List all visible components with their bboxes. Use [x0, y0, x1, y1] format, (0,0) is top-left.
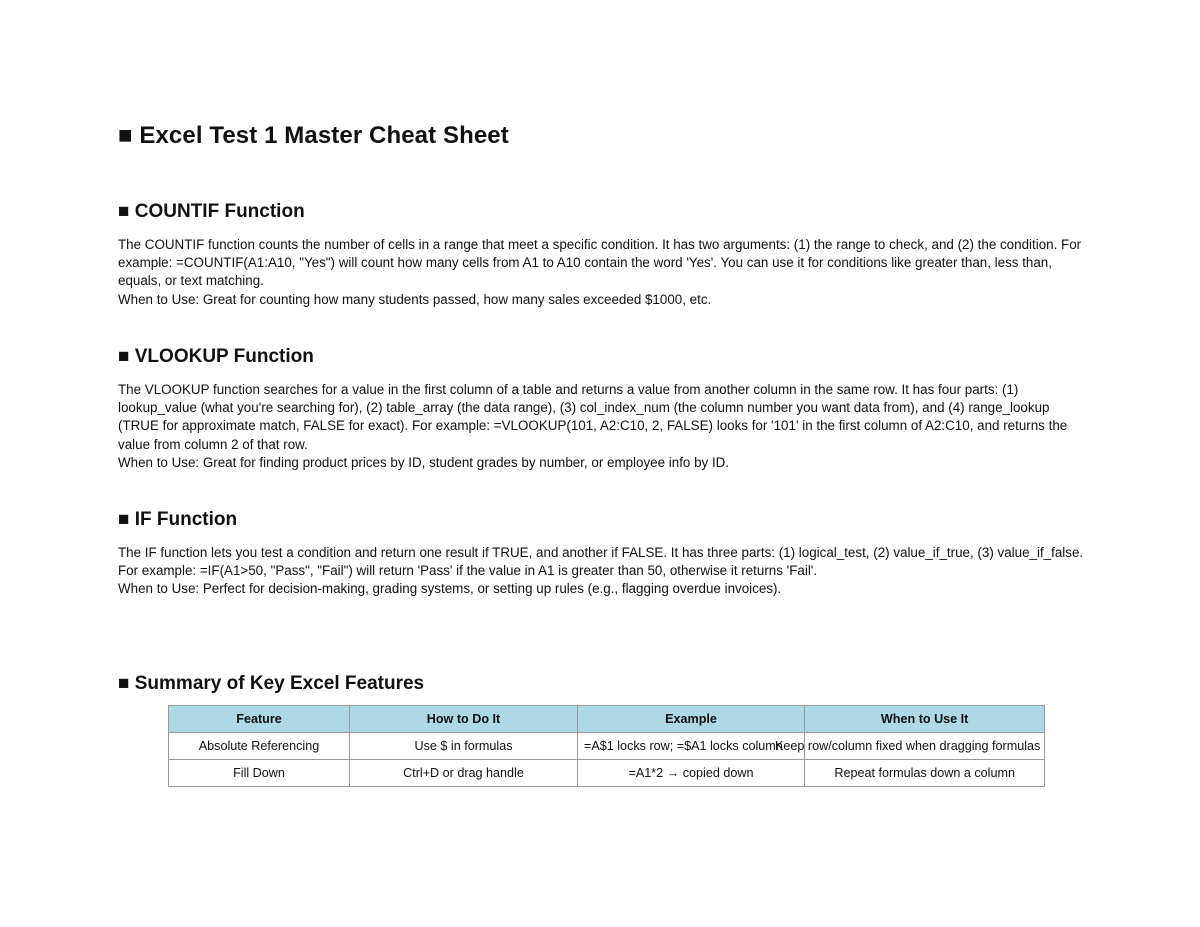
section-summary	[118, 670, 1084, 698]
table-row	[169, 760, 1045, 787]
section-countif	[118, 198, 1084, 309]
section-if	[118, 506, 1084, 599]
table-cell: =A$1 locks row; =$A1 locks column	[578, 733, 805, 760]
section-when-to-use: When to Use: Great for counting how many students passed, how many sales exceeded $1000, etc.	[118, 291, 712, 307]
table-header-row	[169, 706, 1045, 733]
section-description: The COUNTIF function counts the number of cells in a range that meet a specific condition. It has two arguments: (1) the range to check, and (2) the condition. For example: =COUNTIF(A1:A10, "Yes") will count how many cells from A1 to A10 contain the word 'Yes'. You can use it for conditions like greater than, less than, equals, or text matching.	[118, 237, 1082, 289]
table-cell: =A1*2 → copied down	[578, 760, 805, 787]
table-cell: Fill Down	[169, 760, 350, 787]
features-table	[168, 705, 1045, 787]
table-row	[169, 733, 1045, 760]
document-page	[118, 118, 1084, 780]
section-body	[118, 236, 1084, 309]
page-title: ■ Excel Test 1 Master Cheat Sheet	[118, 122, 509, 149]
table-cell: Repeat formulas down a column	[805, 760, 1045, 787]
section-heading: ■ IF Function	[118, 509, 238, 530]
section-heading: ■ COUNTIF Function	[118, 201, 305, 222]
table-cell: Absolute Referencing	[169, 733, 350, 760]
table-header-cell: How to Do It	[350, 706, 578, 733]
section-description: The VLOOKUP function searches for a value in the first column of a table and returns a value from another column in the same row. It has four parts: (1) lookup_value (what you're searching for), (2) table_array (the data range), (3) col_index_num (the column number you want data from), and (4) range_lookup (TRUE for approximate match, FALSE for exact). For example: =VLOOKUP(101, A2:C10, 2, FALSE) looks for '101' in the first column of A2:C10, and returns the value from column 2 of that row.	[118, 382, 1068, 452]
section-when-to-use: When to Use: Perfect for decision-making, grading systems, or setting up rules (e.g., flagging overdue invoices).	[118, 581, 782, 597]
section-when-to-use: When to Use: Great for finding product prices by ID, student grades by number, or employee info by ID.	[118, 454, 730, 470]
table-header-cell: Feature	[169, 706, 350, 733]
section-description: The IF function lets you test a condition and return one result if TRUE, and another if FALSE. It has three parts: (1) logical_test, (2) value_if_true, (3) value_if_false. For example: =IF(A1>50, "Pass", "Fail") will return 'Pass' if the value in A1 is greater than 50, otherwise it returns 'Fail'.	[118, 545, 1084, 579]
table-header-cell: When to Use It	[805, 706, 1045, 733]
table-cell: Use $ in formulas	[350, 733, 578, 760]
section-heading: ■ VLOOKUP Function	[118, 346, 314, 367]
section-heading: ■ Summary of Key Excel Features	[118, 673, 425, 694]
section-body	[118, 544, 1084, 599]
section-vlookup	[118, 343, 1084, 472]
table-cell: Ctrl+D or drag handle	[350, 760, 578, 787]
table-cell: Keep row/column fixed when dragging formulas	[805, 733, 1045, 760]
section-body	[118, 381, 1084, 472]
table-header-cell: Example	[578, 706, 805, 733]
